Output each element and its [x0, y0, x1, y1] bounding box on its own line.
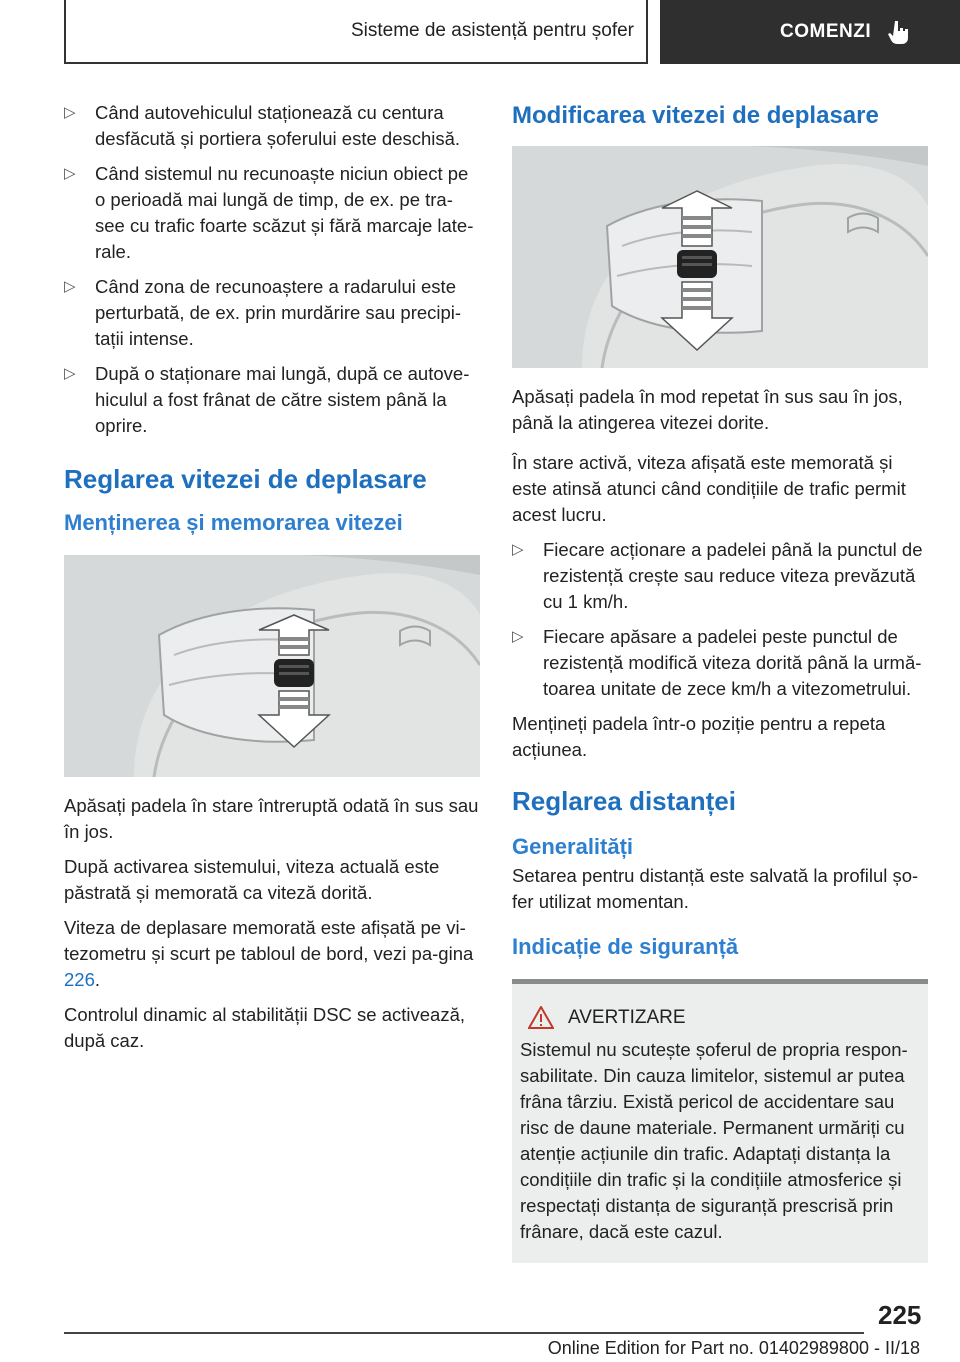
header-chapter-tab[interactable]: [660, 0, 960, 64]
warning-text: Sistemul nu scutește șoferul de propria respon-sabilitate. Din cauza limitelor, sistemul ar putea frâna târziu. Există pericol de accidentare sau risc de daune materiale. Permanent urmăriți cu atenție acțiunile din trafic. Adaptați distanța la condițiile din trafic și la condițiile atmosferice și respectați distanța de siguranță prescrisă prin frânare, dacă este cazul.: [520, 1039, 908, 1242]
list-item: [64, 274, 480, 352]
header-chapter-label: COMENZI: [780, 21, 872, 42]
subsection-heading: Indicație de siguranță: [512, 934, 739, 959]
triangle-bullet-icon: ▷: [64, 165, 76, 182]
subsection-heading: Generalități: [512, 834, 634, 859]
list-item-text: Fiecare acționare a padelei până la punctul de rezistență crește sau reduce viteza prevăzută cu 1 km/h.: [543, 539, 923, 612]
header-section-title-box: [64, 0, 648, 64]
paragraph-end: .: [94, 969, 101, 990]
steering-paddle-illustration: [512, 146, 928, 368]
list-item-text: Fiecare apăsare a padelei peste punctul de rezistență modifică viteza dorită până la urmă-toarea unitate de zece km/h a vitezometrului.: [543, 626, 922, 699]
page-link[interactable]: 226: [64, 969, 95, 990]
warning-triangle-icon: [528, 1006, 554, 1029]
list-item: [64, 361, 480, 439]
list-item: [64, 161, 480, 265]
paragraph: Apăsați padela în stare întreruptă odată în sus sau în jos.: [64, 795, 479, 842]
triangle-bullet-icon: ▷: [64, 104, 76, 121]
section-heading: Reglarea vitezei de deplasare: [64, 464, 427, 494]
list-item-text: Când autovehiculul staționează cu centura desfăcută și portiera șoferului este deschisă.: [95, 102, 461, 149]
paragraph: După activarea sistemului, viteza actuală este păstrată și memorată ca viteză dorită.: [64, 856, 440, 903]
section-heading: Modificarea vitezei de deplasare: [512, 102, 879, 129]
warning-header: [520, 1006, 920, 1029]
paragraph: Apăsați padela în mod repetat în sus sau în jos, până la atingerea vitezei dorite.: [512, 386, 903, 433]
triangle-bullet-icon: ▷: [512, 628, 524, 645]
paragraph: În stare activă, viteza afișată este memorată și este atinsă atunci când condițiile de trafic permit acest lucru.: [512, 452, 906, 525]
right-column: [512, 100, 928, 1263]
list-item-text: După o staționare mai lungă, după ce autove-hiculul a fost frânat de către sistem până la oprire.: [95, 363, 470, 436]
page-number: 225: [878, 1300, 922, 1330]
triangle-bullet-icon: ▷: [512, 541, 524, 558]
subsection-heading: Menținerea și memorarea vitezei: [64, 510, 403, 535]
steering-wheel-figure: [512, 146, 928, 368]
steering-paddle-illustration: [64, 555, 480, 777]
list-item: [512, 537, 928, 615]
pointing-hand-icon: [887, 19, 911, 45]
list-item: [64, 100, 480, 152]
left-column: [64, 100, 480, 1063]
paragraph: Setarea pentru distanță este salvată la profilul șo-fer utilizat momentan.: [512, 865, 919, 912]
footer-divider: [64, 1332, 864, 1334]
footer-edition: Online Edition for Part no. 01402989800 - II/18: [547, 1338, 920, 1358]
list-item-text: Când zona de recunoaștere a radarului este perturbată, de ex. prin murdărire sau precipi-tații intense.: [95, 276, 462, 349]
paragraph: Controlul dinamic al stabilității DSC se activează, după caz.: [64, 1004, 466, 1051]
list-item-text: Când sistemul nu recunoaște niciun obiect pe o perioadă mai lungă de timp, de ex. pe tra-see cu trafic foarte scăzut și fără marcaje late-rale.: [95, 163, 474, 262]
triangle-bullet-icon: ▷: [64, 365, 76, 382]
list-item: [512, 624, 928, 702]
triangle-bullet-icon: ▷: [64, 278, 76, 295]
steering-wheel-figure: [64, 555, 480, 777]
paragraph-text: Viteza de deplasare memorată este afișată pe vi-tezometru și scurt pe tabloul de bord, vezi pa-gina: [64, 917, 474, 964]
paragraph: [64, 915, 480, 993]
warning-title: AVERTIZARE: [568, 1006, 686, 1028]
section-heading: Reglarea distanței: [512, 786, 736, 816]
header-section-title: Sisteme de asistență pentru șofer: [350, 20, 634, 41]
warning-box: [512, 979, 928, 1263]
paragraph: Mențineți padela într-o poziție pentru a repeta acțiunea.: [512, 713, 886, 760]
